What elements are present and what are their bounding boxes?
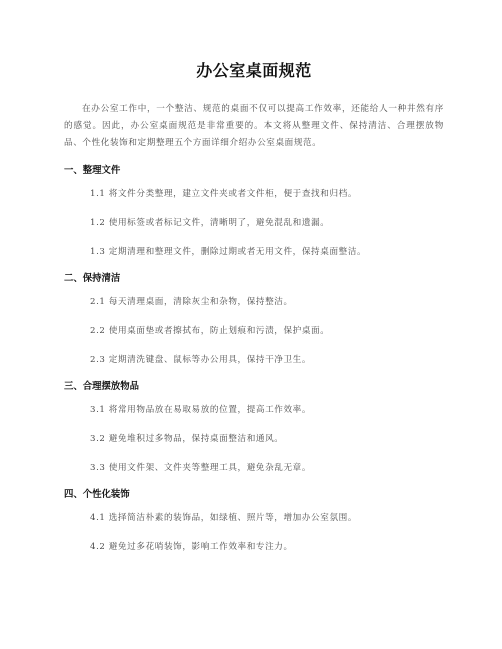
list-item: 2.1 每天清理桌面，清除灰尘和杂物，保持整洁。: [90, 297, 293, 307]
list-item: 1.3 定期清理和整理文件，删除过期或者无用文件，保持桌面整洁。: [90, 247, 367, 257]
list-item: 4.1 选择简洁朴素的装饰品，如绿植、照片等，增加办公室氛围。: [90, 513, 358, 523]
list-item: 2.2 使用桌面垫或者擦拭布，防止划痕和污渍，保护桌面。: [90, 326, 330, 336]
section-organize-files: [64, 162, 444, 260]
section-heading: 二、保持清洁: [64, 273, 121, 284]
list-item: 1.1 将文件分类整理，建立文件夹或者文件柜，便于查找和归档。: [90, 189, 358, 199]
list-item: 3.3 使用文件架、文件夹等整理工具，避免杂乱无章。: [90, 463, 312, 473]
section-keep-clean: [64, 270, 444, 368]
list-item: 1.2 使用标签或者标记文件，清晰明了，避免混乱和遗漏。: [90, 218, 330, 228]
list-item: 4.2 避免过多花哨装饰，影响工作效率和专注力。: [90, 542, 293, 552]
section-heading: 三、合理摆放物品: [64, 381, 140, 392]
intro-paragraph: 在办公室工作中，一个整洁、规范的桌面不仅可以提高工作效率，还能给人一种井然有序的感觉。因此，办公室桌面规范是非常重要的。本文将从整理文件、保持清洁、合理摆放物品、个性化装饰和定期整理五个方面详细介绍办公室桌面规范。: [64, 104, 444, 148]
section-heading: 一、整理文件: [64, 165, 121, 176]
list-item: 3.1 将常用物品放在易取易放的位置，提高工作效率。: [90, 405, 312, 415]
section-personal-decoration: [64, 486, 444, 555]
section-arrange-items: [64, 378, 444, 476]
document-title: 办公室桌面规范: [196, 61, 312, 80]
section-heading: 四、个性化装饰: [64, 489, 130, 500]
list-item: 3.2 避免堆积过多物品，保持桌面整洁和通风。: [90, 434, 284, 444]
list-item: 2.3 定期清洗键盘、鼠标等办公用具，保持干净卫生。: [90, 355, 312, 365]
